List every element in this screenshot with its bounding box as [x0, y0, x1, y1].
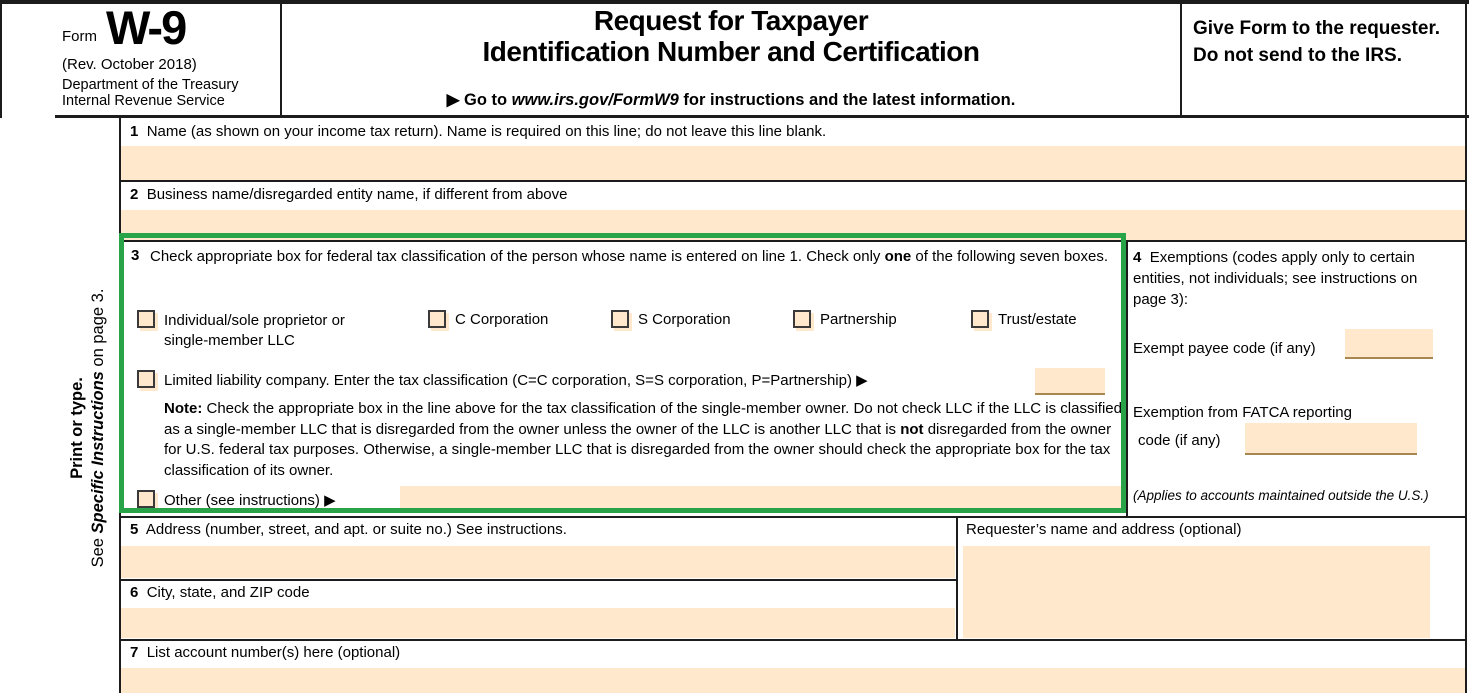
form-department: Department of the Treasury	[62, 77, 239, 93]
requester-input[interactable]	[963, 546, 1430, 638]
goto-prefix: Go to	[464, 91, 512, 109]
label-llc	[164, 371, 868, 389]
fatca-label-line1: Exemption from FATCA reporting	[1133, 404, 1352, 421]
address-input[interactable]	[121, 546, 955, 578]
checkbox-llc[interactable]	[137, 370, 155, 388]
form-label: Form	[62, 28, 97, 45]
line2-number: 2	[130, 186, 139, 203]
line3-label-prefix: Check appropriate box for federal tax classification of the person whose name is entered on line 1. Check only	[150, 248, 885, 265]
line6-number: 6	[130, 584, 139, 601]
fatca-label-line2: code (if any)	[1138, 432, 1221, 449]
see-instructions-label	[88, 289, 109, 568]
row-separator-3	[119, 516, 1465, 518]
see-prefix: See	[89, 533, 107, 568]
business-name-input[interactable]	[121, 210, 1465, 240]
line4-number: 4	[1133, 249, 1142, 266]
form-header	[0, 0, 1469, 118]
checkbox-other[interactable]	[137, 490, 155, 508]
checkbox-partnership[interactable]	[793, 310, 811, 328]
name-input[interactable]	[121, 146, 1465, 180]
line5-label: Address (number, street, and apt. or suite no.) See instructions.	[145, 521, 567, 538]
llc-label-text: Limited liability company. Enter the tax classification (C=C corporation, S=S corporation, P=Partnership)	[164, 372, 857, 389]
label-partnership: Partnership	[820, 311, 897, 328]
line2-label: Business name/disregarded entity name, if different from above	[146, 186, 568, 203]
note-text-2: disregarded from the owner for U.S. federal tax purposes. Otherwise, a single-member LLC that is disregarded from the owner should check the appropriate box for the tax classification of its owner.	[164, 420, 1112, 479]
arrow-right-icon: ▶	[856, 372, 868, 389]
specific-instructions: Specific Instructions	[89, 371, 107, 534]
label-c-corporation: C Corporation	[455, 311, 549, 328]
line7-label-row	[130, 644, 400, 661]
form-agency: Internal Revenue Service	[62, 93, 225, 109]
requester-label: Requester’s name and address (optional)	[966, 521, 1242, 538]
goto-suffix: for instructions and the latest information.	[678, 91, 1016, 109]
line1-label: Name (as shown on your income tax return). Name is required on this line; do not leave this line blank.	[146, 123, 827, 140]
checkbox-trust-estate[interactable]	[971, 310, 989, 328]
label-trust-estate: Trust/estate	[998, 311, 1077, 328]
form-revision: (Rev. October 2018)	[62, 56, 197, 73]
arrow-right-icon: ▶	[324, 492, 336, 509]
line6-label: City, state, and ZIP code	[146, 584, 310, 601]
city-state-zip-input[interactable]	[121, 608, 955, 638]
header-bottom-border	[55, 115, 1469, 118]
label-s-corporation: S Corporation	[638, 311, 731, 328]
row-separator-5	[119, 639, 1465, 641]
line5-number: 5	[130, 521, 139, 538]
line3-note	[164, 399, 1124, 481]
label-other	[164, 491, 336, 509]
line3-label	[150, 247, 1125, 267]
form-title	[282, 5, 1180, 67]
line5-label-row	[130, 521, 567, 538]
label-individual: Individual/sole proprietor or single-member LLC	[164, 312, 345, 349]
sidebar-vertical-text	[67, 289, 109, 568]
other-input[interactable]	[400, 486, 1122, 513]
account-numbers-input[interactable]	[121, 668, 1465, 693]
line3-label-bold: one	[884, 248, 912, 265]
line7-label: List account number(s) here (optional)	[146, 644, 401, 661]
checkbox-individual[interactable]	[137, 310, 155, 328]
form-title-line1: Request for Taxpayer	[593, 5, 869, 36]
form-body-left-border	[119, 118, 121, 693]
line4-label-text: Exemptions (codes apply only to certain entities, not individuals; see instructions on page 3):	[1133, 249, 1418, 308]
fatca-code-input[interactable]	[1245, 423, 1417, 455]
applies-note: (Applies to accounts maintained outside the U.S.)	[1133, 488, 1429, 503]
row-separator-1	[119, 180, 1465, 182]
checkbox-s-corporation[interactable]	[611, 310, 629, 328]
arrow-right-icon: ▶	[446, 91, 460, 109]
row-separator-4	[119, 579, 956, 581]
other-label-text: Other (see instructions)	[164, 492, 325, 509]
header-divider-right	[1180, 4, 1182, 116]
requester-divider	[956, 518, 958, 640]
line4-label	[1133, 247, 1443, 310]
section3-4-divider	[1126, 240, 1128, 517]
line3-label-suffix: of the following seven boxes.	[911, 248, 1109, 265]
goto-line	[282, 90, 1180, 110]
line2-label-row	[130, 186, 567, 203]
llc-classification-input[interactable]	[1035, 368, 1105, 395]
note-bold: Note:	[164, 400, 203, 417]
exempt-payee-label: Exempt payee code (if any)	[1133, 340, 1316, 357]
irs-form-link[interactable]: www.irs.gov/FormW9	[511, 91, 679, 109]
form-title-line2: Identification Number and Certification	[482, 36, 980, 67]
exempt-payee-input[interactable]	[1345, 329, 1433, 359]
form-number: W-9	[106, 1, 186, 54]
line1-number: 1	[130, 123, 139, 140]
line3-number: 3	[131, 247, 140, 264]
see-suffix: on page 3.	[89, 288, 107, 372]
note-bold-2: not	[900, 420, 924, 438]
print-or-type-label: Print or type.	[68, 377, 86, 479]
row-separator-2	[119, 240, 1465, 242]
line7-number: 7	[130, 644, 139, 661]
give-form-note: Give Form to the requester. Do not send to the IRS.	[1193, 18, 1441, 66]
line6-label-row	[130, 584, 310, 601]
note-text-1: Check the appropriate box in the line above for the tax classification of the single-member owner. Do not check LLC if the LLC is classified as a single-member LLC that is disregarded from the owner unless the owner of the LLC is another LLC that is	[164, 400, 1122, 438]
line1-label-row	[130, 123, 826, 140]
checkbox-c-corporation[interactable]	[428, 310, 446, 328]
